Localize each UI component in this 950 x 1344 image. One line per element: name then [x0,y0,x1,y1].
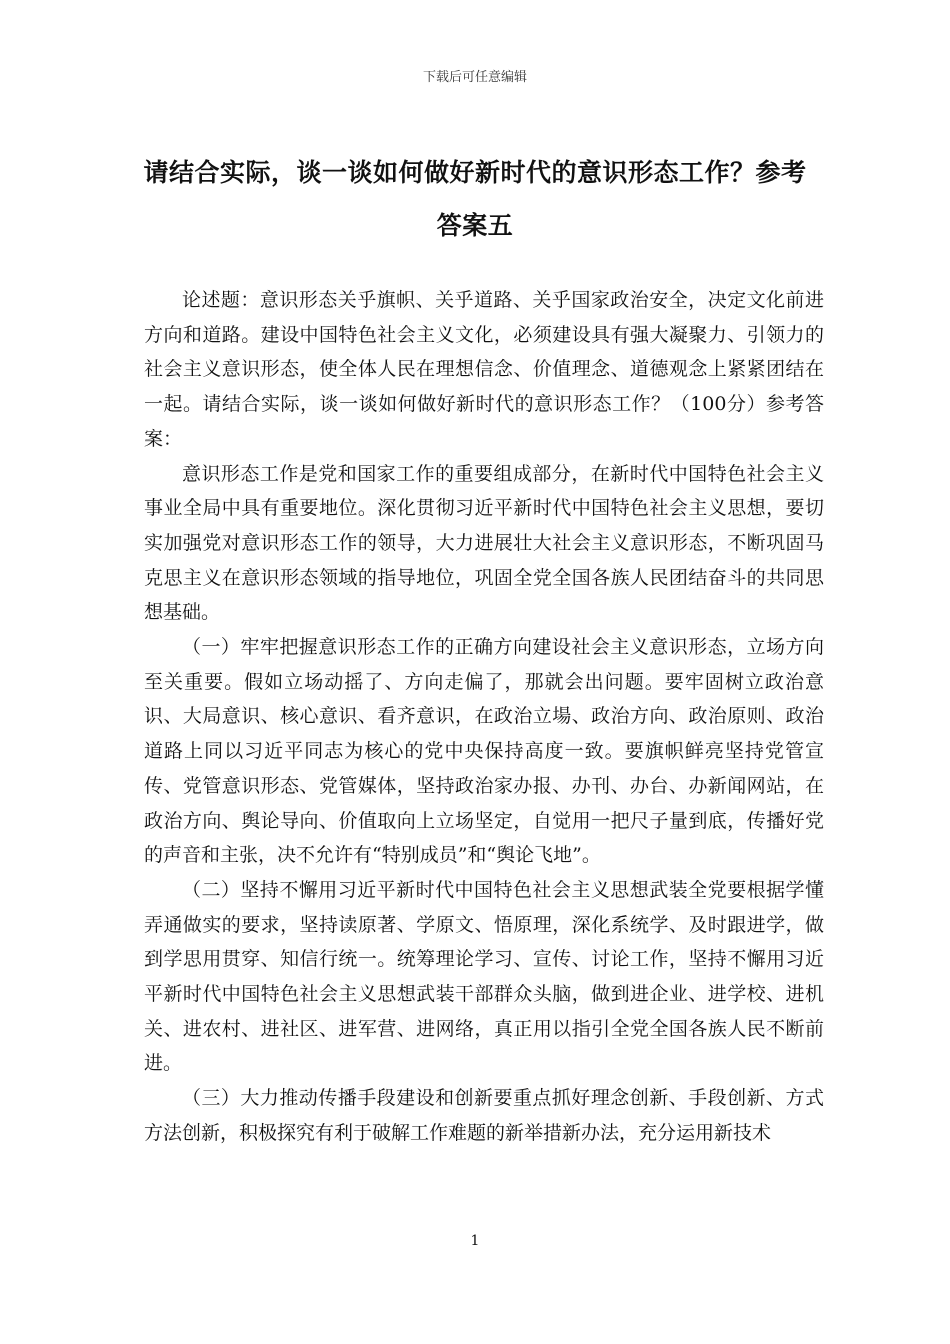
paragraph-question: 论述题：意识形态关乎旗帜、关乎道路、关乎国家政治安全，决定文化前进方向和道路。建设中国特色社会主义文化，必须建设具有强大凝聚力、引领力的社会主义意识形态，使全体人民在理想信念、价值理念、道德观念上紧紧团结在一起。请结合实际，谈一谈如何做好新时代的意识形态工作？（100分）参考答案： [144,289,824,450]
document-title: 请结合实际，谈一谈如何做好新时代的意识形态工作？参考答案五 [143,158,807,240]
paragraph-section-1: （一）牢牢把握意识形态工作的正确方向建设社会主义意识形态，立场方向至关重要。假如立场动摇了、方向走偏了，那就会出问题。要牢固树立政治意识、大局意识、核心意识、看齐意识，在政治立場、政治方向、政治原则、政治道路上同以习近平同志为核心的党中央保持高度一致。要旗帜鲜亮坚持党管宣传、党管意识形态、党管媒体，坚持政治家办报、办刊、办台、办新闻网站，在政治方向、舆论导向、价值取向上立场坚定，自觉用一把尺子量到底，传播好党的声音和主张，决不允许有“特别成员”和“舆论飞地”。 [144,636,824,867]
document-body [144,283,824,1151]
paragraph-section-3: （三）大力推动传播手段建设和创新要重点抓好理念创新、手段创新、方式方法创新，积极探究有利于破解工作难题的新举措新办法，充分运用新技术 [144,1087,824,1144]
page-number: 1 [470,1233,480,1249]
paragraph-section-2: （二）坚持不懈用习近平新时代中国特色社会主义思想武装全党要根据学懂弄通做实的要求，坚持读原著、学原文、悟原理，深化系统学、及时跟进学，做到学思用贯穿、知信行统一。统筹理论学习、宣传、讨论工作，坚持不懈用习近平新时代中国特色社会主义思想武装干部群众头脑，做到进企业、进学校、进机关、进农村、进社区、进军营、进网络，真正用以指引全党全国各族人民不断前进。 [144,878,824,1075]
paragraph-intro: 意识形态工作是党和国家工作的重要组成部分，在新时代中国特色社会主义事业全局中具有重要地位。深化贯彻习近平新时代中国特色社会主义思想，要切实加强党对意识形态工作的领导，大力进展壮大社会主义意识形态，不断巩固马克思主义在意识形态领域的指导地位，巩固全党全国各族人民团结奋斗的共同思想基础。 [144,462,824,624]
header-note: 下载后可任意编辑 [422,70,527,85]
